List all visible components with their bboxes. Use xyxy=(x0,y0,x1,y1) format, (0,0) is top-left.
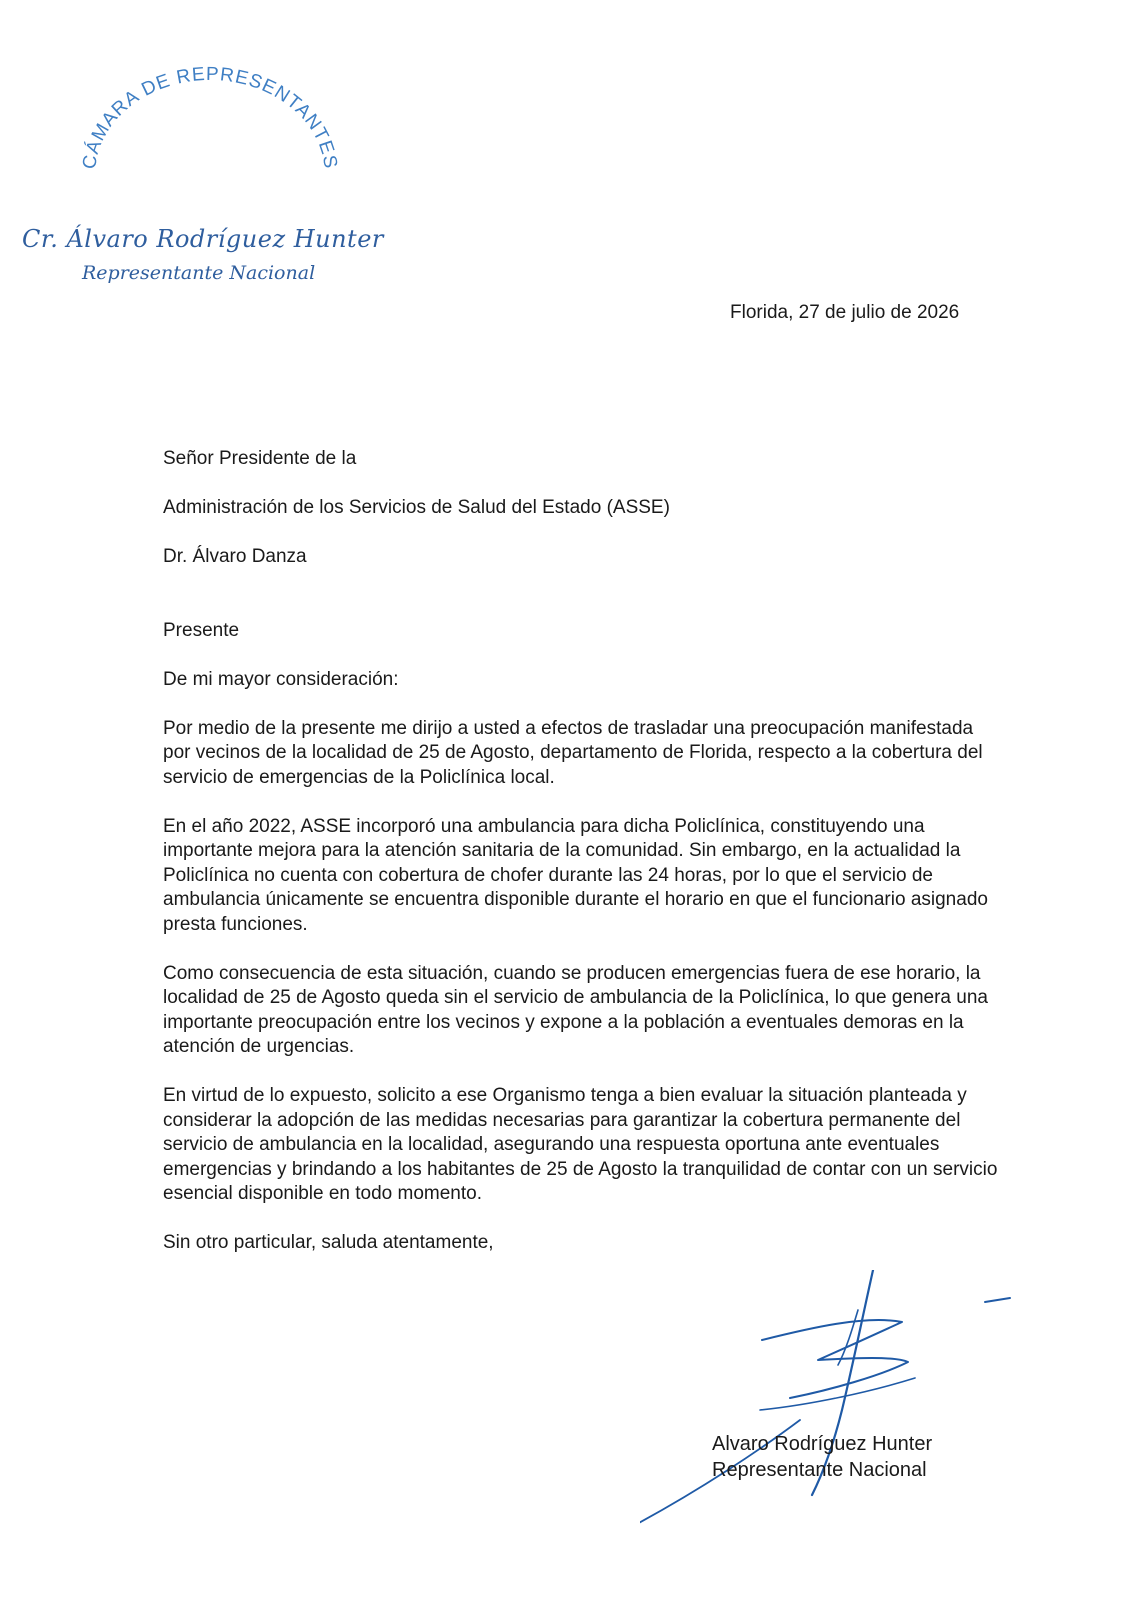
handwritten-signature xyxy=(640,1270,1060,1570)
paragraph-1: Por medio de la presente me dirijo a usted a efectos de trasladar una preocupación manifestada por vecinos de la localidad de 25 de Agosto, departamento de Florida, respecto a la cobertura del servicio de emergencias de la Policlínica local. xyxy=(163,717,983,788)
recipient-line-3: Dr. Álvaro Danza xyxy=(163,546,307,567)
signature-block xyxy=(640,1270,1060,1570)
recipient-line-2: Administración de los Servicios de Salud del Estado (ASSE) xyxy=(163,497,670,518)
signer-name: Alvaro Rodríguez Hunter xyxy=(712,1433,933,1455)
recipient-block xyxy=(163,447,998,570)
letterhead-role: Representante Nacional xyxy=(82,262,316,284)
paragraph-4: En virtud de lo expuesto, solicito a ese Organismo tenga a bien evaluar la situación planteada y considerar la adopción de las medidas necesarias para garantizar la cobertura permanente del servicio de ambulancia en la localidad, asegurando una respuesta oportuna ante eventuales emergencias y brindando a los habitantes de 25 de Agosto la tranquilidad de contar con un servicio esencial disponible en todo momento. xyxy=(163,1085,998,1204)
seal-text: CÁMARA DE REPRESENTANTES xyxy=(79,63,341,171)
signer-role: Representante Nacional xyxy=(712,1459,927,1481)
letterhead-name: Cr. Álvaro Rodríguez Hunter xyxy=(22,225,384,253)
chamber-seal xyxy=(60,55,360,205)
recipient-line-1: Señor Presidente de la xyxy=(163,448,357,469)
presente-line: Presente xyxy=(163,619,240,641)
paragraph-3: Como consecuencia de esta situación, cuando se producen emergencias fuera de ese horario, la localidad de 25 de Agosto queda sin el servicio de ambulancia de la Policlínica, lo que genera una importante preocupación entre los vecinos y expone a la población a eventuales demoras en la atención de urgencias. xyxy=(163,962,988,1057)
greeting: De mi mayor consideración: xyxy=(163,668,399,690)
letter-body xyxy=(163,447,998,1280)
paragraph-2: En el año 2022, ASSE incorporó una ambulancia para dicha Policlínica, constituyendo una importante mejora para la atención sanitaria de la comunidad. Sin embargo, en la actualidad la Policlínica no cuenta con cobertura de chofer durante las 24 horas, por lo que el servicio de ambulancia únicamente se encuentra disponible durante el horario en que el funcionario asignado presta funciones. xyxy=(163,815,988,935)
letter-date: Florida, 27 de julio de 2026 xyxy=(730,302,960,323)
closing-line: Sin otro particular, saluda atentamente, xyxy=(163,1232,494,1253)
letterhead xyxy=(0,0,420,300)
